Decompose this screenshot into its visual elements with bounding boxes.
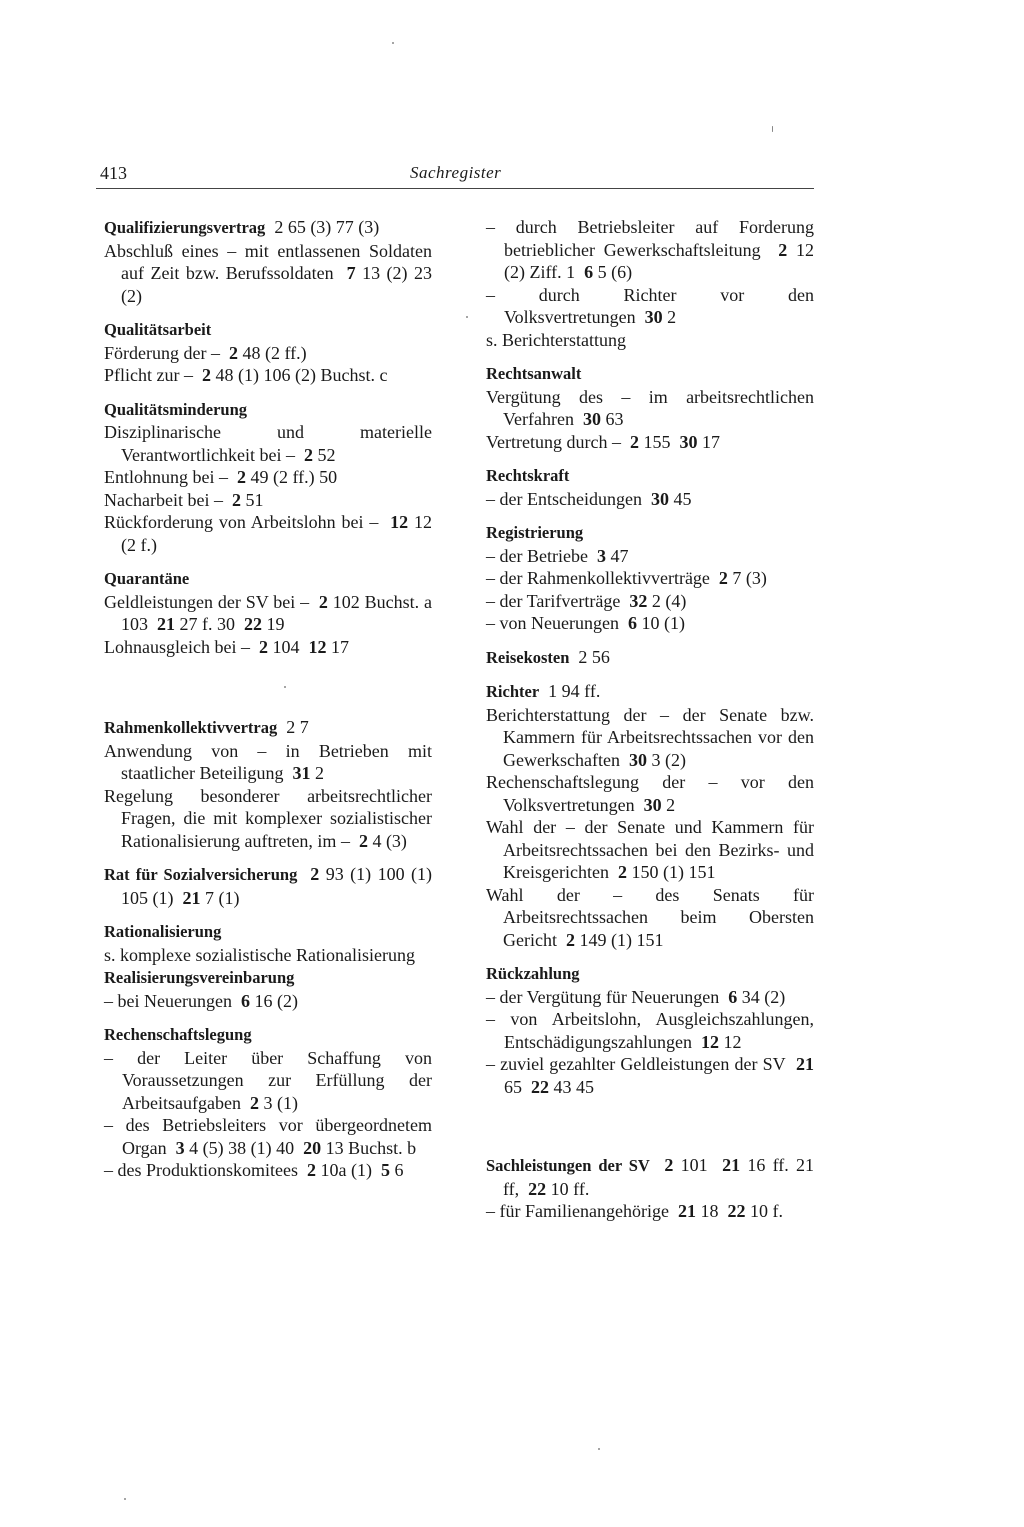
- reference-part: 6: [240, 990, 250, 1011]
- index-column-right: [486, 216, 814, 1223]
- reference-text: 150 (1) 151: [631, 862, 716, 882]
- reference-text: 4 (3): [372, 830, 407, 851]
- reference-part: 21: [796, 1054, 814, 1074]
- reference-text: 43 45: [553, 1076, 594, 1097]
- reference-part: 5: [380, 1160, 390, 1180]
- subentry-text: – für Familienangehörige: [486, 1201, 669, 1221]
- scan-speck: [772, 126, 773, 132]
- reference-part: 31: [292, 763, 311, 783]
- entry-heading: Rückzahlung: [486, 964, 580, 983]
- entry-heading: Rechtsanwalt: [486, 364, 582, 383]
- reference-text: 7 (3): [732, 568, 767, 588]
- reference-text: 12: [723, 1031, 742, 1052]
- entry-heading: Rechtskraft: [486, 466, 570, 485]
- subentry-text: – des Betriebsleiters vor übergeordnetem Organ: [104, 1115, 432, 1158]
- subentry-text: Anwendung von – in Betrieben mit staatlicher Beteiligung: [104, 740, 432, 783]
- subentry-text: Pflicht zur –: [104, 365, 193, 385]
- reference-text: 2: [667, 307, 677, 327]
- reference-text: 12 (2) Ziff. 1: [504, 239, 814, 282]
- reference-text: 10a (1): [320, 1160, 372, 1180]
- index-column-left: [104, 216, 432, 1182]
- index-entry: [104, 567, 432, 658]
- reference-part: 2: [201, 365, 211, 385]
- subentry-text: – bei Neuerungen: [104, 990, 232, 1011]
- reference-text: 10 ff.: [550, 1178, 590, 1199]
- header-rule: [96, 188, 814, 189]
- reference-part: 20: [303, 1137, 322, 1158]
- reference-part: 7: [346, 263, 356, 283]
- subentry-text: Förderung der –: [104, 342, 220, 363]
- reference-part: 2: [310, 864, 320, 884]
- entry-heading: Quarantäne: [104, 569, 190, 588]
- entry-heading: Qualitätsminderung: [104, 399, 248, 419]
- reference-part: 22: [244, 614, 262, 634]
- subentry-text: Regelung besonderer arbeitsrechtlicher Fragen, die mit komplexer sozialistischer Rationalisierung auftreten, im –: [104, 785, 432, 851]
- reference-part: 3: [175, 1137, 185, 1158]
- entry-heading: Qualitätsarbeit: [104, 320, 212, 339]
- index-entry: [486, 362, 814, 453]
- subentry-text: – der Entscheidungen: [486, 488, 642, 509]
- reference-text: 3 (1): [263, 1092, 298, 1113]
- reference-text: 63: [605, 409, 624, 429]
- page-number: 413: [100, 163, 127, 183]
- subentry-text: – des Produktionskomitees: [104, 1160, 298, 1180]
- subentry-text: Abschluß eines – mit entlassenen Soldaten auf Zeit bzw. Berufssoldaten: [104, 240, 432, 283]
- entry-reference: 1 94 ff.: [548, 681, 601, 701]
- reference-text: 49 (2 ff.) 50: [250, 467, 338, 487]
- reference-part: 2: [249, 1092, 259, 1113]
- entry-reference: 2 56: [578, 646, 610, 667]
- entry-heading: Sachleistungen der SV: [486, 1156, 650, 1175]
- reference-part: 2: [303, 444, 313, 465]
- entry-heading: Rat für Sozialversicherung: [104, 865, 298, 884]
- reference-text: 48 (2 ff.): [242, 342, 307, 363]
- subentry-text: – der Vergütung für Neuerungen: [486, 986, 720, 1007]
- reference-text: 13 (2) 23 (2): [121, 263, 432, 306]
- reference-part: 2: [358, 830, 368, 851]
- reference-text: 4 (5) 38 (1) 40: [189, 1137, 295, 1158]
- reference-part: 2: [718, 568, 728, 588]
- subentry-text: – der Betriebe: [486, 545, 588, 566]
- reference-text: 19: [266, 614, 285, 634]
- reference-text: 7 (1): [205, 887, 240, 908]
- subentry-text: Rechenschaftslegung der – vor den Volksvertretungen: [486, 772, 814, 815]
- reference-text: 5 (6): [597, 262, 633, 282]
- reference-part: 2: [778, 239, 788, 260]
- subentry-text: Lohnausgleich bei –: [104, 636, 250, 657]
- index-entry: [104, 1023, 432, 1182]
- subentry-text: – der Rahmenkollektivverträge: [486, 568, 710, 588]
- reference-text: 18: [700, 1201, 719, 1221]
- reference-text: 45: [673, 488, 692, 509]
- scan-speck: [392, 42, 394, 44]
- reference-part: 2: [231, 489, 241, 510]
- reference-text: 16 ff. 21 ff,: [503, 1155, 815, 1199]
- reference-part: 2: [307, 1160, 316, 1180]
- reference-text: 93 (1) 100 (1) 105 (1): [121, 864, 433, 908]
- reference-text: 65: [504, 1076, 522, 1097]
- scan-speck: [598, 1448, 600, 1450]
- reference-part: 30: [582, 409, 601, 429]
- subentry-text: – durch Richter vor den Volksvertretungen: [486, 284, 814, 327]
- index-entry: [104, 216, 432, 307]
- subentry-text: s. Berichterstattung: [486, 329, 626, 350]
- reference-text: 2 (4): [651, 590, 687, 611]
- reference-part: 2: [617, 862, 627, 882]
- subentry-text: – von Arbeitslohn, Ausgleichszahlungen, Entschädigungszahlungen: [486, 1009, 814, 1052]
- reference-text: 47: [610, 545, 629, 566]
- reference-part: 21: [157, 614, 175, 634]
- subentry-text: Berichterstattung der – der Senate bzw. Kammern für Arbeitsrechtssachen vor den Gewerkschaften: [486, 704, 814, 770]
- reference-part: 22: [727, 1201, 746, 1221]
- index-entry: [104, 966, 432, 1012]
- entry-heading: Rechenschaftslegung: [104, 1025, 252, 1044]
- reference-part: 6: [728, 986, 738, 1007]
- reference-text: 2: [314, 763, 324, 783]
- entry-reference: 2 65 (3) 77 (3): [274, 217, 380, 237]
- reference-text: 101: [680, 1155, 708, 1175]
- entry-heading: Qualifizierungsvertrag: [104, 218, 266, 237]
- subentry-text: s. komplexe sozialistische Rationalisierung: [104, 944, 415, 965]
- reference-text: 3 (2): [651, 749, 686, 770]
- index-entry: [486, 521, 814, 635]
- reference-text: 17: [330, 636, 349, 657]
- index-entry: [486, 646, 814, 670]
- reference-part: 21: [677, 1201, 696, 1221]
- index-entry: [104, 920, 432, 966]
- index-entry: [486, 464, 814, 510]
- subentry-text: – zuviel gezahlter Geldleistungen der SV: [486, 1054, 786, 1074]
- subentry-text: Disziplinarische und materielle Verantwortlichkeit bei –: [104, 422, 432, 465]
- reference-part: 30: [679, 431, 698, 452]
- subentry-text: – der Leiter über Schaffung von Voraussetzungen zur Erfüllung der Arbeitsaufgaben: [104, 1047, 432, 1113]
- index-entry: [486, 962, 814, 1098]
- reference-part: 12: [390, 512, 409, 532]
- reference-text: 48 (1) 106 (2) Buchst. c: [215, 365, 388, 385]
- reference-text: 52: [317, 444, 336, 465]
- reference-text: 12 (2 f.): [121, 512, 433, 555]
- index-entry: [104, 398, 432, 557]
- subentry-text: Nacharbeit bei –: [104, 489, 223, 510]
- reference-text: 104: [272, 636, 300, 657]
- reference-text: 155: [643, 431, 671, 452]
- entry-heading: Realisierungsvereinbarung: [104, 968, 295, 987]
- reference-part: 2: [258, 636, 268, 657]
- reference-text: 10 (1): [641, 613, 685, 633]
- index-entry: [104, 318, 432, 387]
- reference-part: 21: [182, 887, 201, 908]
- scan-speck: [284, 686, 286, 688]
- reference-part: 2: [565, 929, 575, 950]
- subentry-text: Entlohnung bei –: [104, 467, 228, 487]
- reference-text: 27 f. 30: [179, 614, 235, 634]
- reference-part: 2: [629, 431, 639, 452]
- reference-part: 30: [644, 307, 663, 327]
- subentry-text: Vergütung des – im arbeitsrechtlichen Verfahren: [486, 386, 814, 429]
- reference-text: 10 f.: [749, 1201, 783, 1221]
- entry-heading: Reisekosten: [486, 647, 570, 667]
- running-head: Sachregister: [410, 163, 502, 182]
- subentry-text: Wahl der – der Senate und Kammern für Arbeitsrechtssachen bei den Bezirks- und Kreisgerichten: [486, 817, 814, 882]
- reference-part: 22: [531, 1076, 549, 1097]
- subentry-text: Geldleistungen der SV bei –: [104, 591, 310, 612]
- reference-text: 2: [666, 794, 676, 815]
- reference-part: 21: [722, 1155, 741, 1175]
- reference-text: 6: [394, 1160, 404, 1180]
- index-entry: [486, 1154, 814, 1223]
- reference-text: 102 Buchst. a 103: [121, 591, 433, 634]
- entry-heading: Rationalisierung: [104, 922, 222, 941]
- reference-part: 3: [596, 545, 606, 566]
- reference-part: 2: [664, 1155, 674, 1175]
- entry-heading: Registrierung: [486, 523, 584, 542]
- subentry-text: – durch Betriebsleiter auf Forderung betrieblicher Gewerkschaftsleitung: [486, 217, 814, 260]
- subentry-text: – der Tarifverträge: [486, 590, 621, 611]
- index-entry: [104, 716, 432, 852]
- reference-part: 2: [237, 467, 246, 487]
- reference-text: 17: [701, 431, 720, 452]
- reference-part: 12: [700, 1031, 719, 1052]
- index-entry: [104, 863, 432, 909]
- reference-part: 22: [528, 1178, 547, 1199]
- scan-speck: [466, 316, 468, 318]
- subentry-text: Vertretung durch –: [486, 431, 621, 452]
- reference-part: 6: [584, 262, 594, 282]
- reference-part: 2: [318, 591, 328, 612]
- reference-part: 30: [643, 794, 662, 815]
- index-entry: [486, 216, 814, 351]
- reference-text: 51: [245, 489, 264, 510]
- reference-text: 34 (2): [741, 986, 786, 1007]
- entry-reference: 2 7: [286, 717, 309, 737]
- reference-part: 32: [629, 590, 648, 611]
- entry-heading: Richter: [486, 682, 540, 701]
- subentry-text: Rückforderung von Arbeitslohn bei –: [104, 512, 379, 532]
- reference-text: 149 (1) 151: [579, 929, 664, 950]
- subentry-text: – von Neuerungen: [486, 613, 619, 633]
- reference-text: 13 Buchst. b: [325, 1137, 417, 1158]
- subentry-text: Wahl der – des Senats für Arbeitsrechtssachen beim Obersten Gericht: [486, 884, 814, 950]
- reference-part: 6: [627, 613, 637, 633]
- index-entry: [486, 680, 814, 951]
- reference-part: 2: [228, 342, 238, 363]
- scan-speck: [124, 1498, 126, 1500]
- reference-text: 16 (2): [254, 990, 298, 1011]
- reference-part: 30: [650, 488, 669, 509]
- reference-part: 12: [308, 636, 327, 657]
- entry-heading: Rahmenkollektivvertrag: [104, 718, 278, 737]
- reference-part: 30: [628, 749, 647, 770]
